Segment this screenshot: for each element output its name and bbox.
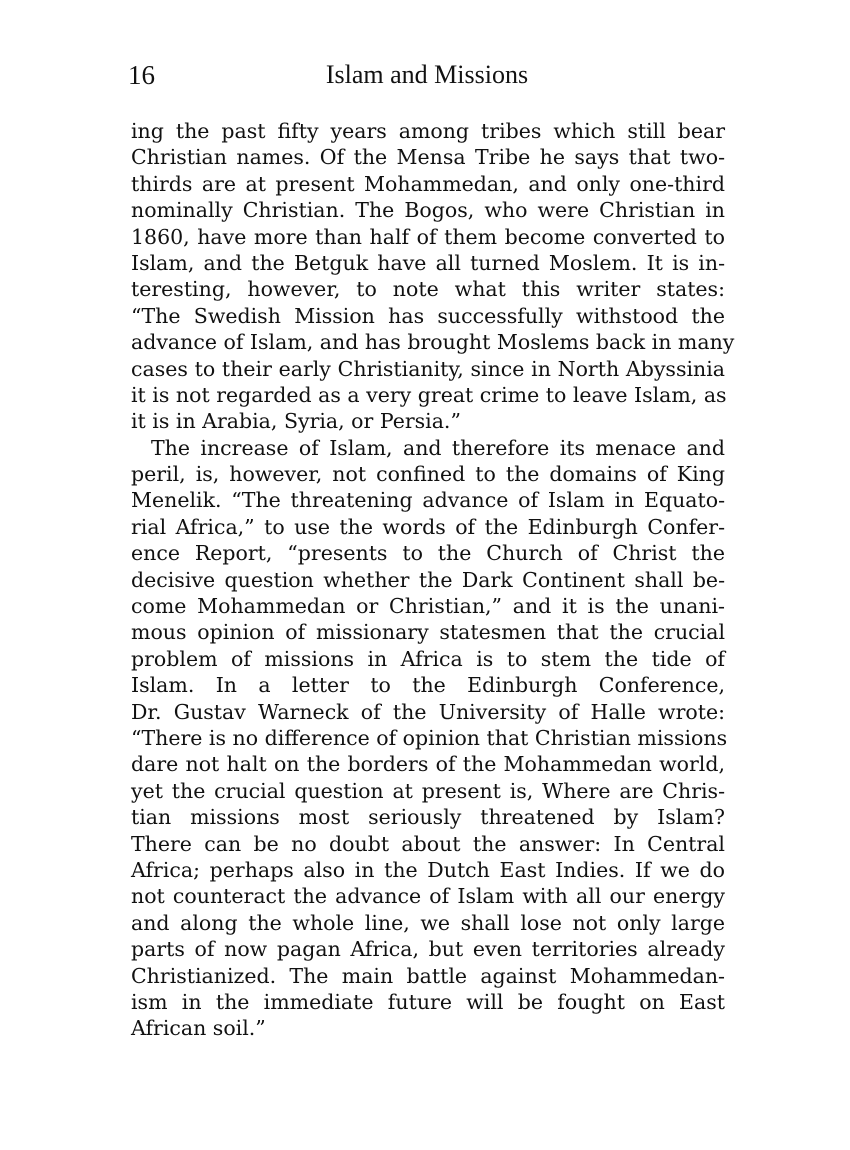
text-line: and along the whole line, we shall lose not only large: [131, 910, 725, 935]
text-line: tian missions most seriously threatened by Islam?: [131, 805, 725, 830]
body-text: [131, 118, 735, 1042]
text-line: nominally Christian. The Bogos, who were Christian in: [131, 198, 725, 223]
text-line: cases to their early Christianity, since in North Abyssinia: [131, 356, 725, 381]
text-line: mous opinion of missionary statesmen that the crucial: [131, 620, 725, 645]
text-line: ence Report, “presents to the Church of Christ the: [131, 541, 725, 566]
text-line: 1860, have more than half of them become converted to: [131, 224, 725, 249]
text-line: rial Africa,” to use the words of the Edinburgh Confer-: [131, 514, 725, 539]
text-line: Christian names. Of the Mensa Tribe he says that two-: [131, 145, 725, 170]
text-line: African soil.”: [131, 1016, 266, 1041]
text-line: yet the crucial question at present is, Where are Chris-: [131, 778, 725, 803]
text-line: parts of now pagan Africa, but even territories already: [131, 937, 725, 962]
text-line: “The Swedish Mission has successfully withstood the: [131, 303, 725, 328]
text-line: “There is no difference of opinion that Christian missions: [131, 725, 728, 750]
text-line: The increase of Islam, and therefore its menace and: [151, 435, 725, 460]
text-line: problem of missions in Africa is to stem the tide of: [131, 646, 725, 671]
text-line: it is not regarded as a very great crime to leave Islam, as: [131, 382, 727, 407]
running-head-title: Islam and Missions: [325, 60, 529, 89]
text-line: Islam, and the Betguk have all turned Moslem. It is in-: [131, 250, 725, 275]
text-line: it is in Arabia, Syria, or Persia.”: [131, 409, 461, 434]
text-line: thirds are at present Mohammedan, and only one-third: [131, 171, 725, 196]
text-line: ing the past fifty years among tribes which still bear: [131, 119, 725, 143]
text-line: There can be no doubt about the answer: In Central: [131, 831, 725, 856]
text-line: not counteract the advance of Islam with all our energy: [131, 884, 725, 909]
text-line: come Mohammedan or Christian,” and it is the unani-: [131, 594, 725, 619]
text-line: ism in the immediate future will be fought on East: [131, 989, 725, 1014]
text-line: teresting, however, to note what this writer states:: [131, 277, 725, 302]
text-line: Christianized. The main battle against Mohammedan-: [131, 963, 725, 988]
text-line: Menelik. “The threatening advance of Islam in Equato-: [131, 488, 725, 513]
text-line: dare not halt on the borders of the Mohammedan world,: [131, 752, 725, 777]
text-line: Dr. Gustav Warneck of the University of Halle wrote:: [131, 699, 725, 724]
page-number: 16: [128, 60, 155, 90]
text-line: decisive question whether the Dark Continent shall be-: [131, 567, 725, 592]
text-line: advance of Islam, and has brought Moslems back in many: [131, 330, 735, 355]
text-line: peril, is, however, not confined to the domains of King: [131, 462, 725, 487]
text-line: Islam. In a letter to the Edinburgh Conference,: [131, 673, 725, 698]
text-line: Africa; perhaps also in the Dutch East Indies. If we do: [131, 857, 725, 882]
